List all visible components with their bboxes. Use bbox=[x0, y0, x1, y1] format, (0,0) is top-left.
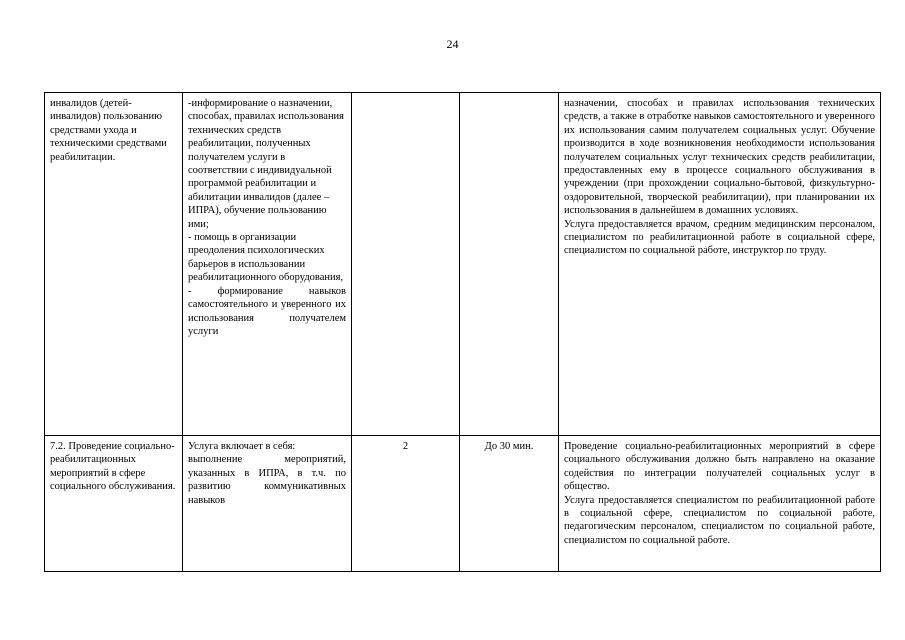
description-paragraph: Услуга предоставляется врачом, средним медицинским персоналом, специалистом по реабилитационной работе в социальной сфере, специалистом по социальной работе, инструктор по труду. bbox=[564, 218, 875, 257]
service-name-cell: 7.2. Проведение социально-реабилитационных мероприятий в сфере социального обслуживания. bbox=[45, 436, 183, 572]
content-paragraph: -информирование о назначении, способах, правилах использования технических средств реабилитации, полученных получателем услуги в соответствии с индивидуальной программой реабилитации и абилитации инвалидов (далее – ИПРА), обучение пользованию ими; bbox=[188, 98, 345, 230]
duration-cell bbox=[460, 93, 559, 436]
service-name-cell: инвалидов (детей-инвалидов) пользованию средствами ухода и техническими средствами реабилитации. bbox=[45, 93, 183, 436]
table-row bbox=[45, 93, 881, 436]
description-paragraph: Услуга предоставляется специалистом по реабилитационной работе в социальной сфере, специалистом по социальной работе, педагогическим персоналом, специалистом по социальной работе, специалистом по социальной работе. bbox=[564, 494, 875, 546]
content-paragraph: выполнение мероприятий, указанных в ИПРА, в т.ч. по развитию коммуникативных навыков bbox=[188, 454, 346, 506]
description-paragraph: назначении, способах и правилах использования технических средств, а также в отработке навыков самостоятельного и уверенного их использования самим получателем социальных услуг. Обучение производится в ходе возникновения необходимости использования получателем социальных услуг технических средств реабилитации, предоставленных ему в процессе социального обслуживания в учреждении (при прохождении социально-бытовой, физкультурно-оздоровительной, творческой реабилитации), при планировании их использования в дальнейшем в домашних условиях. bbox=[564, 98, 875, 217]
content-paragraph: Услуга включает в себя: bbox=[188, 441, 296, 452]
service-content-cell bbox=[183, 93, 352, 436]
content-paragraph: - помощь в организации преодоления психологических барьеров в использовании реабилитационного оборудования, bbox=[188, 232, 344, 284]
description-paragraph: Проведение социально-реабилитационных мероприятий в сфере социального обслуживания должно быть направлено на оказание содействия по интеграции получателей социальных услуг в общество. bbox=[564, 441, 875, 493]
content-paragraph: - формирование навыков самостоятельного и уверенного их использования получателем услуги bbox=[188, 285, 346, 337]
table-row bbox=[45, 436, 881, 572]
description-cell bbox=[559, 93, 881, 436]
service-content-cell bbox=[183, 436, 352, 572]
services-table bbox=[44, 92, 881, 572]
quantity-cell bbox=[352, 93, 460, 436]
description-cell bbox=[559, 436, 881, 572]
duration-cell: До 30 мин. bbox=[460, 436, 559, 572]
quantity-cell: 2 bbox=[352, 436, 460, 572]
page-number: 24 bbox=[446, 37, 459, 51]
